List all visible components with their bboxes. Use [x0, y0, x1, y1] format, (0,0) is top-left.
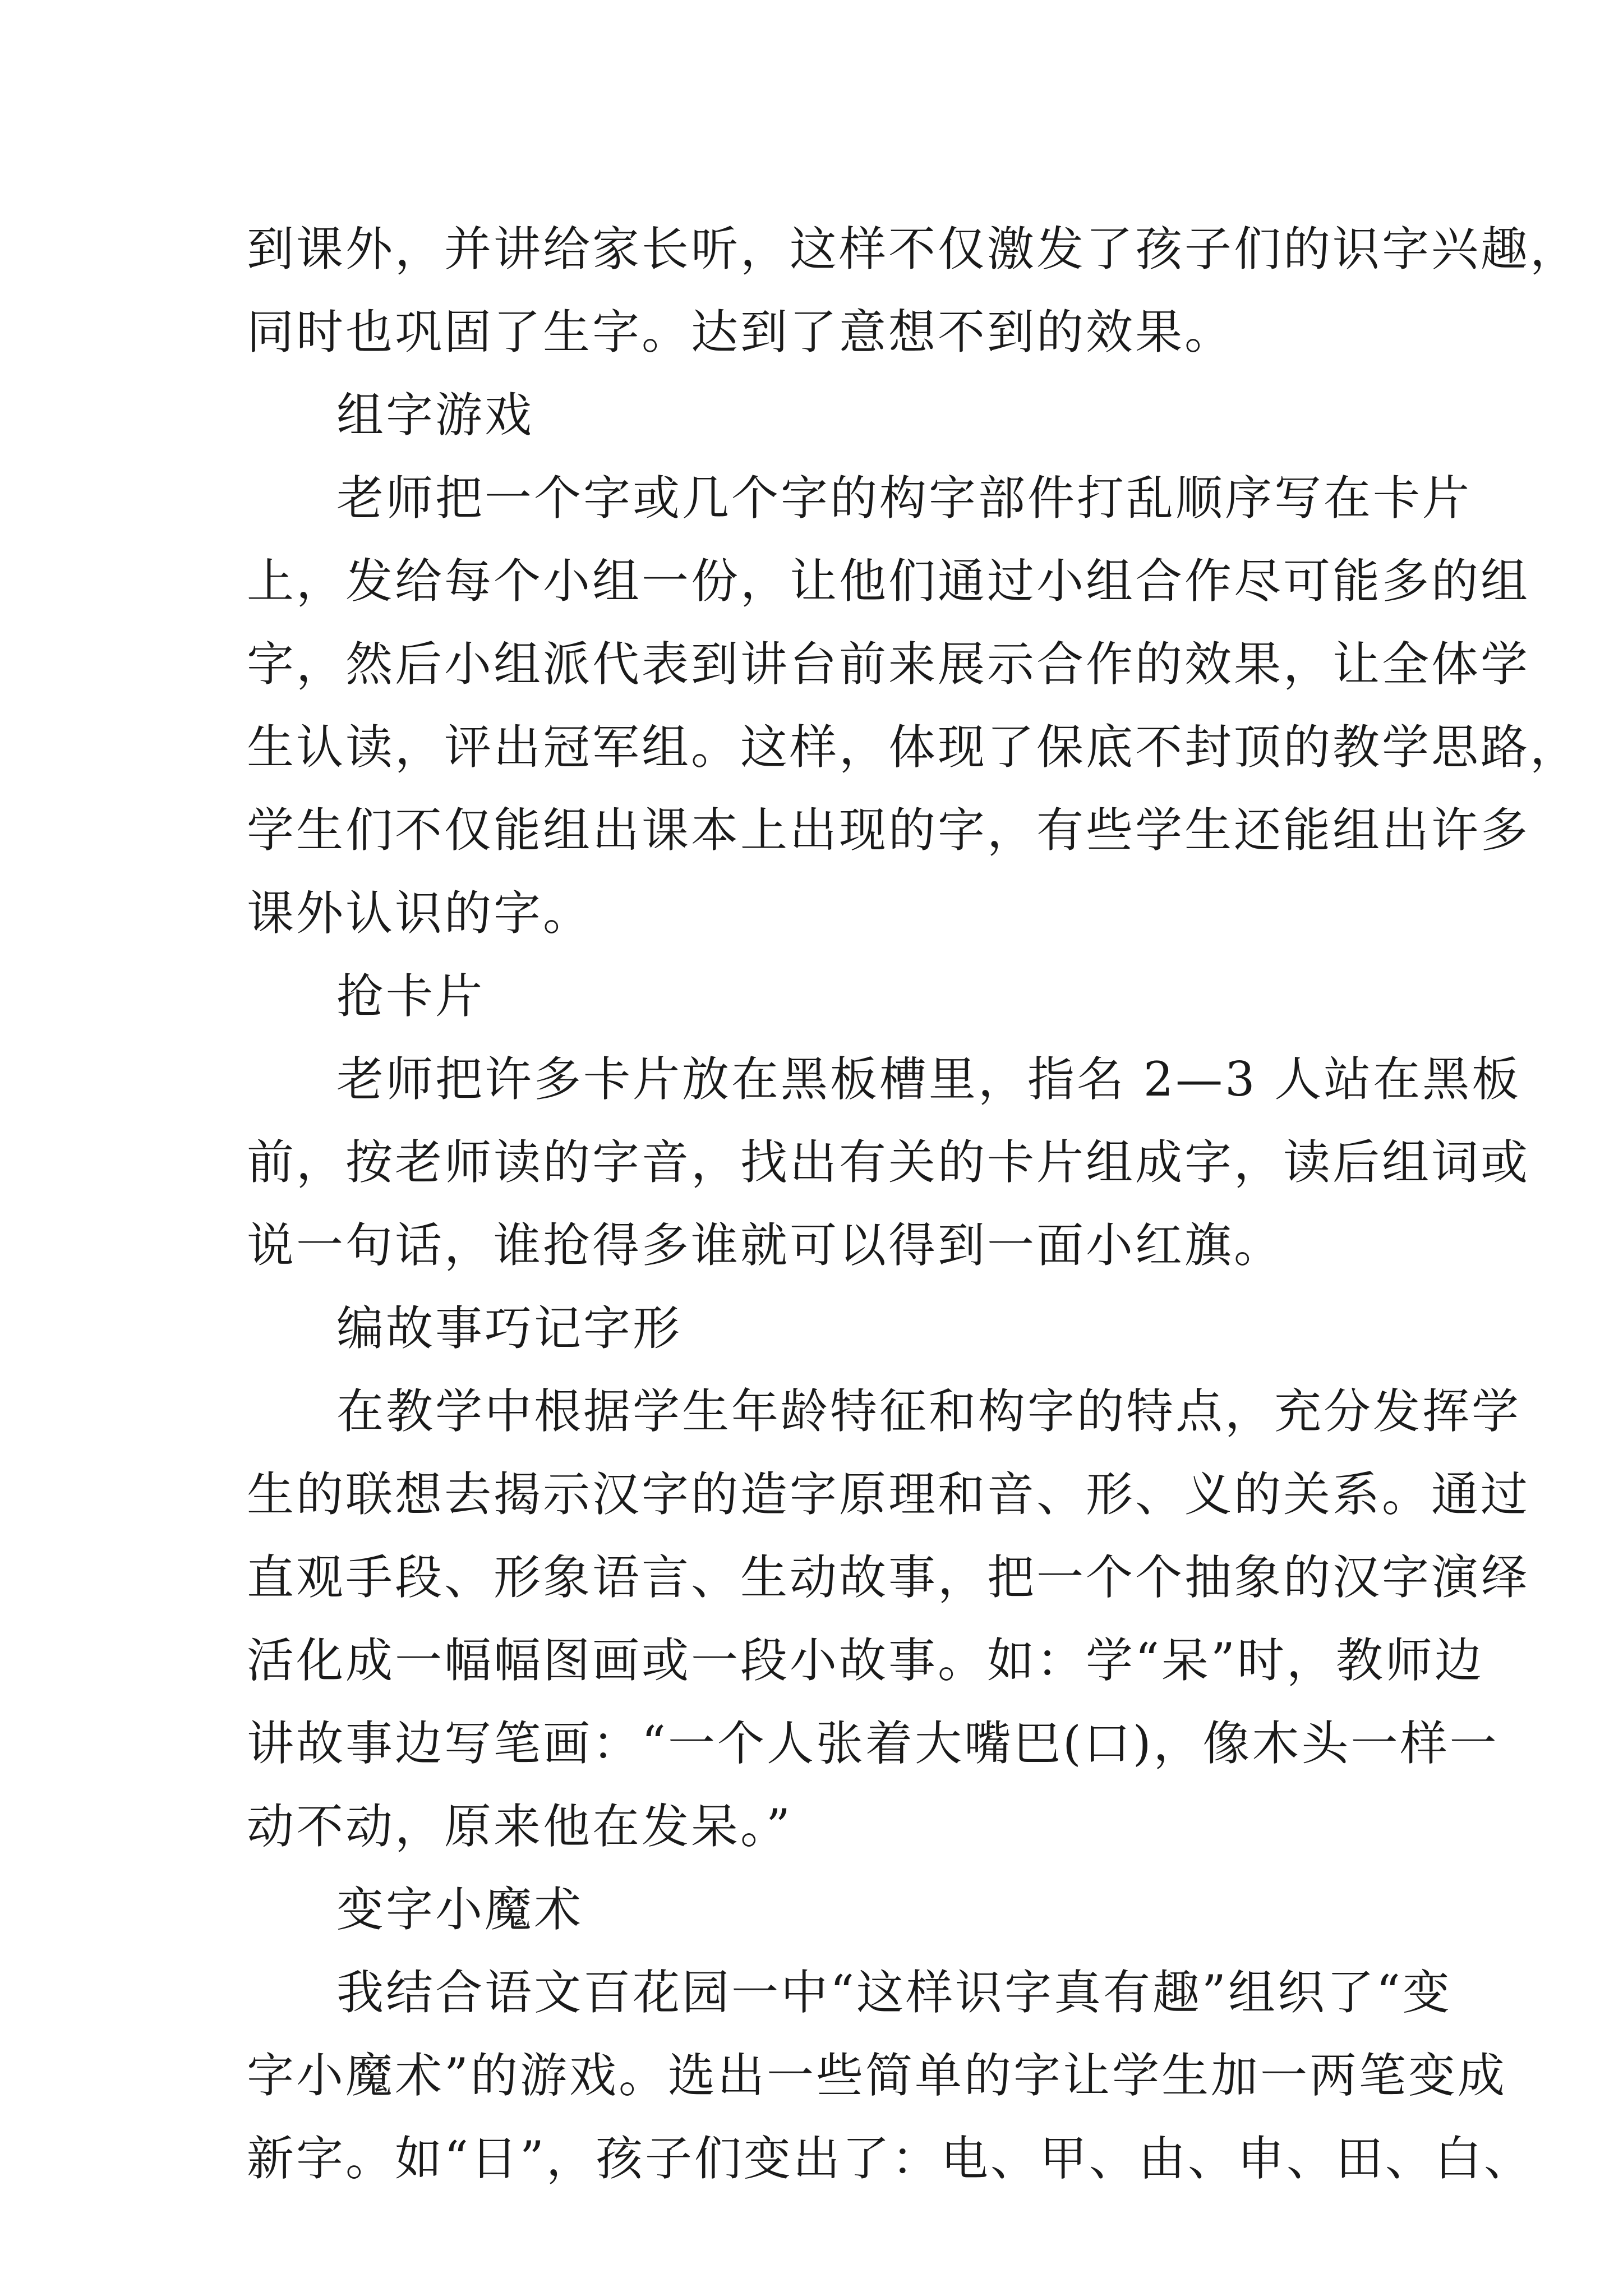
text-line: 说一句话，谁抢得多谁就可以得到一面小红旗。	[247, 1218, 1284, 1273]
text-line: 直观手段、形象语言、生动故事，把一个个抽象的汉字演绎	[247, 1550, 1530, 1605]
paragraph-first-line: 老师把一个字或几个字的构字部件打乱顺序写在卡片	[336, 471, 1472, 526]
paragraph-first-line: 在教学中根据学生年龄特征和构字的特点，充分发挥学	[336, 1384, 1521, 1439]
text-line: 字，然后小组派代表到讲台前来展示合作的效果，让全体学	[247, 637, 1530, 692]
document-body	[247, 208, 1580, 2200]
section-heading: 编故事巧记字形	[336, 1301, 683, 1356]
text-line: 生的联想去揭示汉字的造字原理和音、形、义的关系。通过	[247, 1467, 1530, 1522]
text-line: 活化成一幅幅图画或一段小故事。如：学“呆”时，教师边	[247, 1633, 1484, 1688]
text-line: 同时也巩固了生字。达到了意想不到的效果。	[247, 305, 1234, 360]
text-line: 生认读，评出冠军组。这样，体现了保底不封顶的教学思路，	[247, 720, 1580, 775]
text-line: 到课外，并讲给家长听，这样不仅激发了孩子们的识字兴趣，	[247, 222, 1580, 277]
text-line: 动不动，原来他在发呆。”	[247, 1799, 792, 1854]
text-line: 新字。如“日”，孩子们变出了：电、甲、由、申、田、白、	[247, 2131, 1533, 2186]
paragraph-first-line: 老师把许多卡片放在黑板槽里，指名 2—3 人站在黑板	[336, 1052, 1521, 1107]
text-line: 讲故事边写笔画：“一个人张着大嘴巴(口)，像木头一样一	[247, 1716, 1499, 1771]
text-line: 上，发给每个小组一份，让他们通过小组合作尽可能多的组	[247, 554, 1530, 609]
text-line: 学生们不仅能组出课本上出现的字，有些学生还能组出许多	[247, 803, 1530, 858]
section-heading: 抢卡片	[336, 969, 485, 1024]
text-line: 前，按老师读的字音，找出有关的卡片组成字，读后组词或	[247, 1135, 1530, 1190]
section-heading: 变字小魔术	[336, 1882, 584, 1937]
text-line: 字小魔术”的游戏。选出一些简单的字让学生加一两笔变成	[247, 2048, 1507, 2103]
text-line: 课外认识的字。	[247, 886, 593, 941]
paragraph-first-line: 我结合语文百花园一中“这样识字真有趣”组织了“变	[336, 1965, 1452, 2020]
section-heading: 组字游戏	[336, 388, 534, 443]
